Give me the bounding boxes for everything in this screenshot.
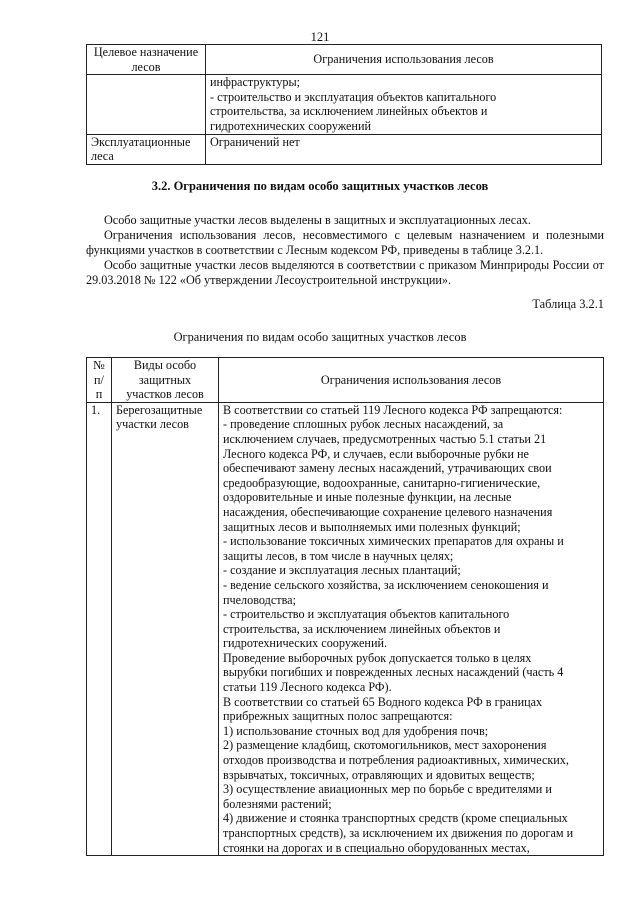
- text-line: - использование токсичных химических препаратов для охраны и: [223, 534, 564, 549]
- text-line: отходов производства и потребления радиоактивных, химических,: [223, 753, 569, 768]
- text-line: пчеловодства;: [223, 592, 296, 607]
- text-line: - ведение сельского хозяйства, за исключением сенокошения и: [223, 577, 549, 592]
- header-restrictions: Ограничения использования лесов: [206, 45, 602, 75]
- restriction-cell: Ограничений нет: [206, 134, 602, 164]
- text-line: В соответствии со статьей 119 Лесного кодекса РФ запрещаются:: [223, 402, 563, 417]
- continuation-table: [86, 44, 602, 165]
- text-line: 2) размещение кладбищ, скотомогильников, мест захоронения: [223, 738, 547, 753]
- header-number: № п/п: [87, 358, 112, 403]
- text-line: - создание и эксплуатация лесных плантаций;: [223, 563, 461, 578]
- paragraph: Ограничения использования лесов, несовместимого с целевым назначением и полезными функциями участков в соответствии с Лесным кодексом РФ, приведены в таблице 3.2.1.: [86, 228, 604, 258]
- empty-cell: [87, 75, 206, 134]
- header-target-purpose: Целевое назначение лесов: [87, 45, 206, 75]
- text-line: обеспечивают замену лесных насаждений, утрачивающих свои: [223, 461, 552, 476]
- text-line: инфраструктуры;: [210, 75, 301, 90]
- text-line: прибрежных защитных полос запрещаются:: [223, 709, 453, 724]
- text-line: - строительство и эксплуатация объектов капитального: [223, 607, 510, 622]
- row-number: 1.: [87, 402, 112, 855]
- text-line: строительства, за исключением линейных объектов и: [210, 104, 488, 119]
- text-line: гидротехнических сооружений: [210, 118, 371, 133]
- text-line: средообразующие, водоохранные, санитарно-гигиенические,: [223, 475, 541, 490]
- text-line: вырубки погибших и поврежденных лесных насаждений (часть 4: [223, 665, 564, 680]
- section-title: 3.2. Ограничения по видам особо защитных участков лесов: [151, 179, 489, 193]
- table-row: [87, 134, 602, 164]
- text-line: строительства, за исключением линейных объектов и: [223, 621, 501, 636]
- text-line: болезнями растений;: [223, 796, 332, 811]
- header-restrictions: Ограничения использования лесов: [219, 358, 604, 403]
- table-caption: Ограничения по видам особо защитных участков лесов: [173, 330, 467, 344]
- header-kind: Виды особо защитных участков лесов: [112, 358, 219, 403]
- restriction-continuation: [206, 75, 602, 134]
- text-line: взрывчатых, токсичных, отравляющих и ядовитых веществ;: [223, 767, 535, 782]
- table-row: [87, 402, 604, 855]
- paragraph: Особо защитные участки лесов выделены в защитных и эксплуатационных лесах.: [104, 213, 531, 227]
- table-label: Таблица 3.2.1: [532, 297, 604, 311]
- row-kind: Берегозащитные участки лесов: [112, 402, 219, 855]
- text-line: В соответствии со статьей 65 Водного кодекса РФ в границах: [223, 694, 543, 709]
- text-line: защиты лесов, в том числе в научных целях;: [223, 548, 454, 563]
- text-line: статьи 119 Лесного кодекса РФ).: [223, 680, 392, 695]
- table-header-row: [87, 45, 602, 75]
- text-line: насаждения, обеспечивающие сохранение целевого назначения: [223, 504, 553, 519]
- page-number: 121: [310, 30, 330, 44]
- text-line: Лесного кодекса РФ, и случаев, если выборочные рубки не: [223, 446, 529, 461]
- text-line: защитных лесов и выполняемых ими полезных функций;: [223, 519, 521, 534]
- text-line: 1) использование сточных вод для удобрения почв;: [223, 723, 489, 738]
- text-line: Проведение выборочных рубок допускается только в целях: [223, 650, 532, 665]
- table-row: [87, 75, 602, 134]
- table-header-row: [87, 358, 604, 403]
- text-line: стоянки на дорогах и в специально оборудованных местах,: [223, 840, 530, 855]
- category-cell: Эксплуатационные леса: [87, 134, 206, 164]
- text-line: 3) осуществление авиационных мер по борьбе с вредителями и: [223, 782, 552, 797]
- text-line: гидротехнических сооружений.: [223, 636, 388, 651]
- text-line: 4) движение и стоянка транспортных средств (кроме специальных: [223, 811, 568, 826]
- text-line: исключением случаев, предусмотренных частью 5.1 статьи 21: [223, 431, 547, 446]
- text-line: транспортных средств), за исключением их движения по дорогам и: [223, 826, 574, 840]
- restrictions-table: [86, 357, 604, 856]
- text-line: - проведение сплошных рубок лесных насаждений, за: [223, 417, 504, 432]
- paragraph: Особо защитные участки лесов выделяются в соответствии с приказом Минприроды России от 29.03.2018 № 122 «Об утверждении Лесоустроительной инструкции».: [86, 258, 604, 288]
- text-line: оздоровительные и иные полезные функции, на лесные: [223, 490, 512, 505]
- row-restrictions: [219, 402, 604, 855]
- text-line: - строительство и эксплуатация объектов капитального: [210, 89, 497, 104]
